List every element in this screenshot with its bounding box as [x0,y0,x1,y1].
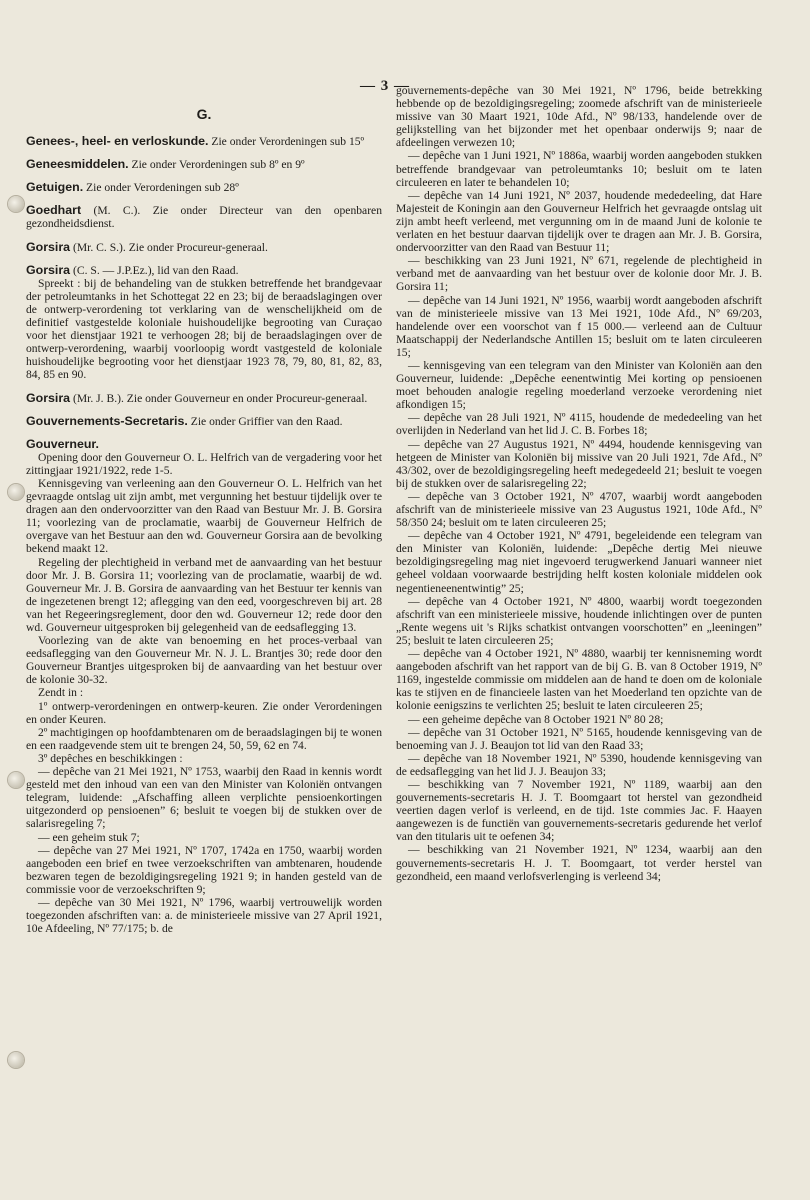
page-number: — 3 — [360,78,410,94]
index-entry [26,392,382,405]
entry-keyword: Getuigen. [26,180,84,195]
paragraph: — beschikking van 21 November 1921, Nº 1234, waarbij aan den gouvernements-secretaris H. J. T. Boomgaart, tot verder herstel van gezondheid, een maand verlofsverlenging is verleend 34; [396,843,762,883]
entry-subtext: 2º machtigingen op hoofdambtenaren om de beraadslagingen bij te wonen en een raadgevende stem uit te brengen 24, 50, 59, 62 en 74. [26,725,382,752]
binding-hole [8,1052,24,1068]
entry-keyword: Genees-, heel- en verloskunde. [26,134,209,149]
paragraph: — depêche van 14 Juni 1921, Nº 2037, houdende mededeeling, dat Hare Majesteit de Koningin aan den Gouverneur Helfrich het gevraagde ontslag uit zijn ambt heeft verleend, met vergunning om in de maand Juni de kolonie te verlaten en het bestuur daarvan tijdelijk over te dragen aan Mr. J. B. Gorsira, ondervoorzitter van den Raad van Bestuur 11; [396,188,762,255]
paragraph: — depêche van 4 October 1921, Nº 4800, waarbij wordt toegezonden afschrift van een ministerieele missive, houdende inlichtingen over de punten „Rente wegens uit 's Rijks schatkist ontvangen voorschotten” en „leeningen” 25; besluit te laten circuleeren 25; [396,594,762,647]
paragraph: gouvernements-depêche van 30 Mei 1921, Nº 1796, beide betrekking hebbende op de bezoldigingsregeling; zoomede afschrift van de ministerieele missive van 30 Maart 1921, 10de Afd., Nº 98/133, handelende over de gelijkstelling van het bijzonder met het openbaar onderwijs 9; naar de afdeelingen verwezen 10; [396,84,762,150]
entry-subtext: 1º ontwerp-verordeningen en ontwerp-keuren. Zie onder Verordeningen en onder Keuren. [26,699,382,726]
paragraph: — kennisgeving van een telegram van den Minister van Koloniën aan den Gouverneur, luidende: „Depêche eenentwintig Mei korting op pensioenen moet behouden analogie regeling moederland verzoeke verordening niet afkondigen 15; [396,358,762,412]
paragraph: — een geheime depêche van 8 October 1921 Nº 80 28; [408,712,664,726]
paragraph: — depêche van 31 October 1921, Nº 5165, houdende kennisgeving van de benoeming van J. J. Beaujon tot lid van den Raad 33; [396,725,762,752]
entry-keyword: Gorsira [26,262,71,277]
entry-text: (Mr. J. B.). Zie onder Gouverneur en onder Procureur-generaal. [70,391,368,405]
entry-keyword: Gorsira [26,239,71,254]
paragraph: — depêche van 4 October 1921, Nº 4791, begeleidende een telegram van den Minister van Koloniën, luidende: „Depêche dertig Mei nieuwe bezoldigingsregeling mag niet ingevoerd terugwerkend Januari wanneer niet geheel voldaan voorwaarde bestrijding helft kosten koloniale middelen ook negentieneenentwintig” 25; [396,529,762,595]
entry-keyword: Gouverneur. [26,436,99,451]
entry-keyword: Gorsira [26,390,71,405]
index-entry [26,135,382,148]
binding-hole [8,484,24,500]
index-entry [26,415,382,428]
left-column [26,104,382,945]
index-entry [26,241,382,254]
entry-subtext: Kennisgeving van verleening aan den Gouverneur O. L. Helfrich van het gevraagde ontslag uit zijn ambt, met vergunning het bestuur tijdelijk over te dragen aan den ondervoorzitter van den Raad van Bestuur Mr. J. B. Gorsira 11; voorlezing van de proclamatie, waarbij de Gouverneur Helfrich de overgave van het Bestuur aan den wd. Gouverneur Gorsira aan de bevolking bekend maakt 12. [26,476,382,556]
entry-text: Zie onder Verordeningen sub 28º [83,181,239,195]
entry-subtext: Regeling der plechtigheid in verband met de aanvaarding van het bestuur door Mr. J. B. Gorsira 11; voorlezing van de proclamatie, waarbij de wd. Gouverneur Mr. J. B. Gorsira de aanvaarding van het Bestuur ter kennis van de ingezetenen brengt 12; aflegging van den eed, voorgeschreven bij art. 28 van het Regeeringsreglement, door den wd. Gouverneur 12; rede door den wd. Gouverneur uitgesproken bij gelegenheid van de eedsaflegging 13. [26,555,382,634]
paragraph: — beschikking van 7 November 1921, Nº 1189, waarbij aan den gouvernements-secretaris H. J. T. Boomgaart tot herstel van gezondheid veertien dagen verlof is verleend, en de tijd. 1ste commies Jac. F. Haayen aangewezen is de functiën van gouvernements-secretaris gedurende het verlof van den titularis uit te oefenen 34; [396,777,762,844]
paragraph: — depêche van 1 Juni 1921, Nº 1886a, waarbij worden aangeboden stukken betreffende brandgevaar van petroleumtanks 10; besluit om te laten circuleeren en later te behandelen 10; [396,149,762,189]
entry-text: (M. C.). Zie onder Directeur van den openbaren gezondheidsdienst. [26,204,382,231]
entry-subtext: — depêche van 30 Mei 1921, Nº 1796, waarbij vertrouwelijk worden toegezonden afschriften van: a. de ministerieele missive van 27 April 1921, 10e Afdeeling, Nº 77/175; b. de [26,895,382,936]
entry-text: Zie onder Verordeningen sub 15º [208,135,365,149]
right-column [396,84,762,883]
entry-keyword: Goedhart [26,203,82,218]
entry-subtext: — een geheim stuk 7; [38,830,140,844]
entry-text: (Mr. C. S.). Zie onder Procureur-generaal. [70,240,268,254]
entry-text: (C. S. — J.P.Ez.), lid van den Raad. [70,263,239,277]
entry-subtext: Spreekt : bij de behandeling van de stukken betreffende het brandgevaar der petroleumtanks in het Schottegat 22 en 23; bij de beraadslagingen over de ontwerp-verordening tot verklaring van de wenschelijkheid om de definitief vastgestelde koloniale huishoudelijke begrooting van Curaçao voor het dienstjaar 1921 te verhoogen 28; bij de beraadslagingen over de ontwerp-verordening, waarbij voorloopig wordt vastgesteld de koloniale huishoudelijke begrooting voor het dienstjaar 1923 78, 79, 80, 81, 82, 83, 84, 85 en 90. [26,276,382,382]
paragraph: — depêche van 18 November 1921, Nº 5390, houdende kennisgeving van de eedsaflegging van het lid J. J. Beaujon 33; [396,751,762,778]
entry-text: Zie onder Griffier van den Raad. [187,414,343,428]
entry-subtext: Zendt in : [38,686,84,700]
paragraph: — depêche van 14 Juni 1921, Nº 1956, waarbij wordt aangeboden afschrift van de ministerieele missive van 13 Mei 1921, 10de Afd., Nº 69/203, handelende over een voorschot van f 15 000.— verleend aan de Cultuur Maatschappij der Nederlandsche Antillen 15; besluit om te laten circuleeren 15; [396,293,762,359]
entry-subtext: — depêche van 27 Mei 1921, Nº 1707, 1742a en 1750, waarbij worden aangeboden een brief en twee verzoekschriften van ambtenaren, houdende bezwaren tegen de bezoldigingsregeling 1921 9; in handen gesteld van de commissie voor de verzoekschriften 9; [26,843,382,896]
binding-hole [8,772,24,788]
binding-hole [8,196,24,212]
entry-subtext: 3º depêches en beschikkingen : [38,751,183,765]
entry-keyword: Gouvernements-Secretaris. [26,413,188,428]
paragraph: — beschikking van 23 Juni 1921, Nº 671, regelende de plechtigheid in verband met de aanvaarding van het bestuur over de kolonie door Mr. J. B. Gorsira 11; [396,254,762,294]
entry-subtext: Opening door den Gouverneur O. L. Helfrich van de vergadering voor het zittingjaar 1921/1922, rede 1-5. [26,450,382,477]
entry-text: Zie onder Verordeningen sub 8º en 9º [128,158,305,172]
entry-subtext: Voorlezing van de akte van benoeming en het proces-verbaal van eedsaflegging van den Gouverneur Mr. N. J. L. Brantjes 30; rede door den Gouverneur Brantjes uitgesproken bij de aanvaarding van het bestuur over de kolonie 30-32. [26,634,382,687]
entry-subtext: — depêche van 21 Mei 1921, Nº 1753, waarbij den Raad in kennis wordt gesteld met den inhoud van een van den Minister van Koloniën ontvangen telegram, luidende: „Afschaffing alleen verplichte pensioenkortingen uitgezonderd op pensioenen” 6; besluit te voegen bij de stukken over de salarisregeling 7; [26,765,382,831]
paragraph: — depêche van 4 October 1921, Nº 4880, waarbij ter kennisneming wordt aangeboden afschrift van het rapport van de bij G. B. van 8 October 1919, Nº 1169, ingestelde commissie om middelen aan de hand te doen om de koloniale kas te stijven en de financieele lasten van het Moederland ten opzichte van de kolonie eenigszins te verlichten 25; besluit te laten circuleeren 25; [396,647,762,713]
index-entry [26,438,382,936]
index-entry [26,264,382,382]
entry-keyword: Geneesmiddelen. [26,157,129,172]
paragraph: — depêche van 3 October 1921, Nº 4707, waarbij wordt aangeboden afschrift van de ministerieele missive van 23 Augustus 1921, 10de Afd., Nº 58/350 24; besluit om te laten circuleeren 25; [396,489,762,530]
section-letter: G. [196,106,212,122]
index-entry [26,181,382,194]
paragraph: — depêche van 28 Juli 1921, Nº 4115, houdende de mededeeling van het overlijden in Nederland van het lid J. C. B. Forbes 18; [396,411,762,438]
paragraph: — depêche van 27 Augustus 1921, Nº 4494, houdende kennisgeving van hetgeen de Minister van Koloniën bij missive van 20 Juli 1921, 7de Afd., Nº 43/302, over de bezoldigingsregeling heeft medegedeeld 21; besluit te voegen bij de stukken over de salarisregeling 22; [396,437,762,490]
index-entry [26,204,382,230]
index-entry [26,158,382,171]
